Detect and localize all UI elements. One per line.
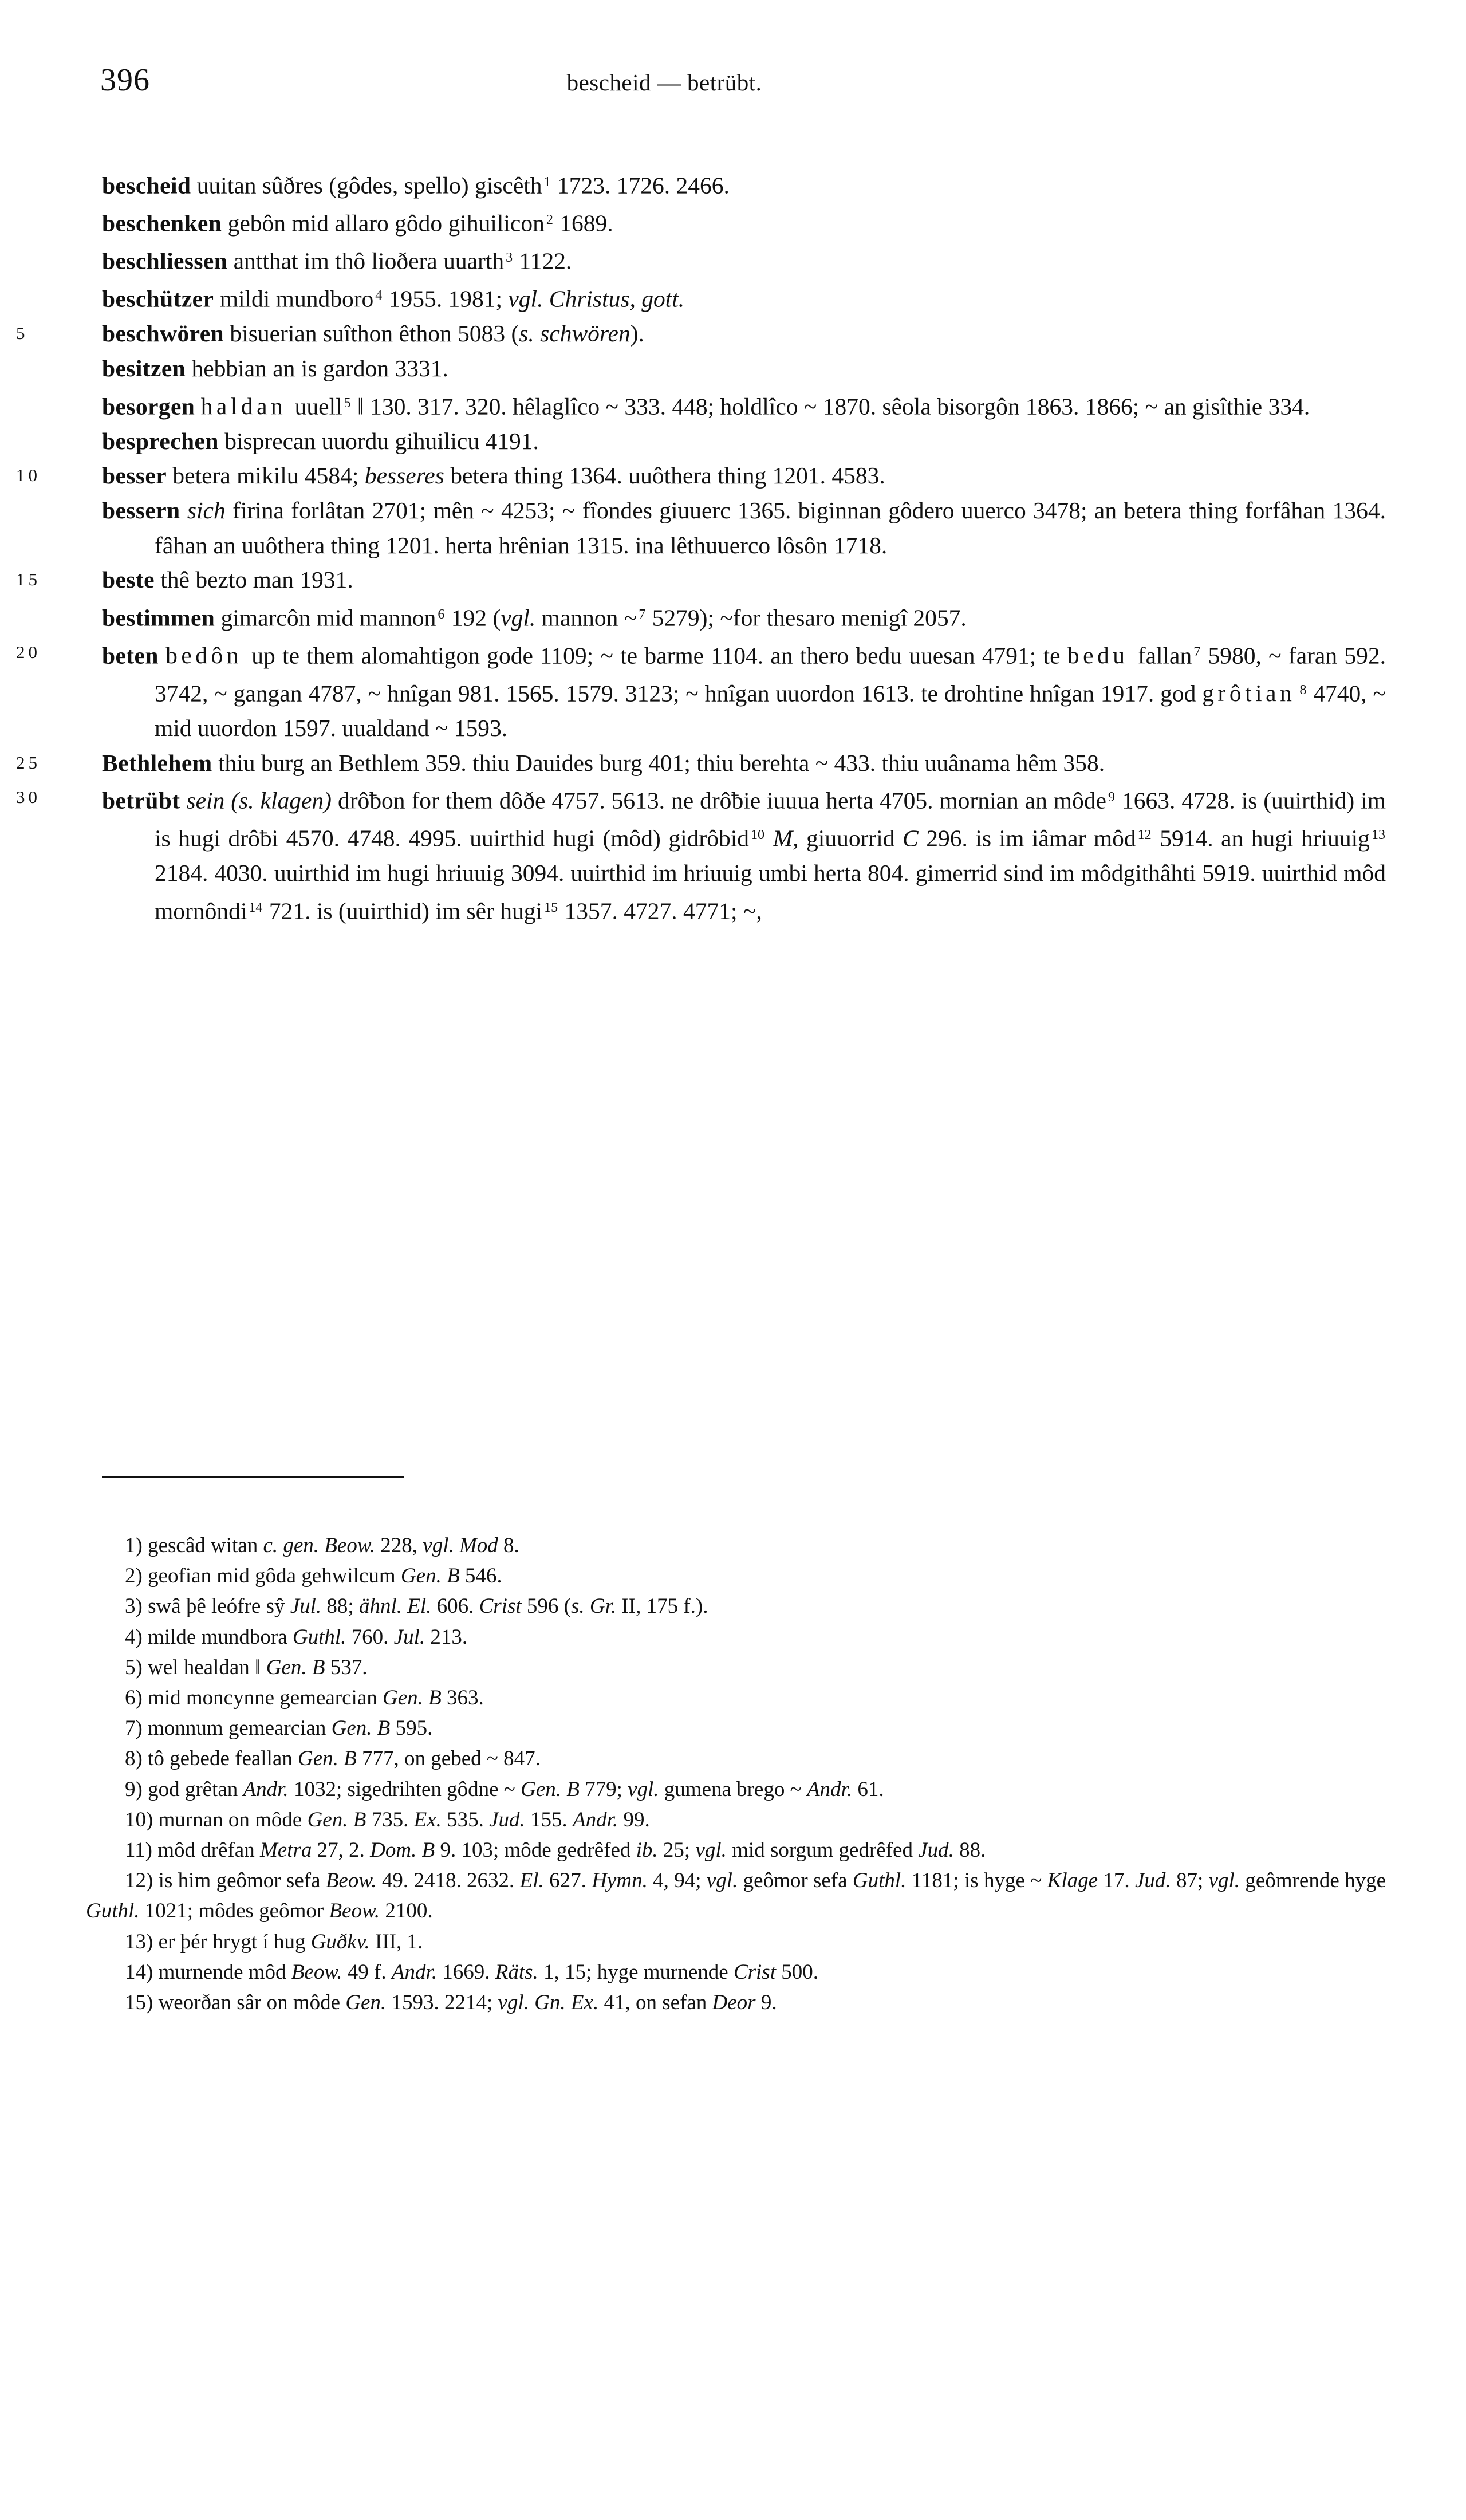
entry-text: drôƀon for them dôðe 4757. 5613. ne drôƀie iuuua herta 4705. mornian an môde	[332, 787, 1106, 814]
footnote-source-citation: Guthl.	[292, 1625, 346, 1649]
entry-refs2: mannon ~	[535, 604, 637, 631]
footnote-source-citation: Klage	[1047, 1869, 1098, 1893]
footnote-text: 88;	[321, 1594, 359, 1619]
footnote-text: 735.	[366, 1808, 414, 1832]
footnote-4	[86, 1622, 1386, 1652]
footnote-8	[86, 1743, 1386, 1774]
footnote-3	[86, 1591, 1386, 1621]
entry-text: bisprecan uuordu gihuilicu 4191.	[218, 427, 539, 454]
footnote-ref[interactable]: 7	[639, 607, 646, 622]
footnote-source-citation: ähnl. El.	[358, 1594, 432, 1619]
footnote-10	[86, 1805, 1386, 1835]
footnote-5	[86, 1652, 1386, 1683]
footnote-ref[interactable]: 5	[344, 395, 351, 411]
footnote-number[interactable]: 4)	[125, 1625, 143, 1649]
entry-bescheid	[102, 165, 1386, 203]
footnote-text: god grêtan	[142, 1777, 243, 1801]
footnote-source-citation: Dom. B	[370, 1838, 435, 1863]
footnote-11	[86, 1835, 1386, 1865]
entry-text: uuell	[289, 393, 342, 420]
footnote-text: er þér hrygt í hug	[153, 1930, 311, 1954]
entry-refs: ).	[630, 320, 644, 347]
footnote-text: 87;	[1171, 1869, 1209, 1893]
footnote-text: 595.	[390, 1716, 433, 1741]
entry-crossref: vgl. Christus, gott.	[508, 285, 685, 312]
footnote-ref[interactable]: 3	[506, 250, 513, 266]
footnote-source-citation: Gen. B	[266, 1655, 325, 1679]
footnote-ref[interactable]: 1	[543, 175, 551, 190]
footnote-source-citation: vgl.	[706, 1869, 738, 1893]
headword: Bethlehem	[102, 749, 212, 776]
footnote-text: 213.	[425, 1625, 468, 1649]
footnote-text: milde mundbora	[142, 1625, 293, 1649]
footnote-source-citation: Crist	[733, 1960, 776, 1984]
footnote-text: III, 1.	[369, 1930, 423, 1954]
entry-refs3: 5279); ~for thesaro menigî 2057.	[646, 604, 967, 631]
entry-text: up te them alomahtigon gode 1109; ~ te barme 1104. an thero bedu uuesan 4791; te	[245, 642, 1067, 669]
footnote-source-citation: Deor	[712, 1991, 756, 2015]
entry-bessern	[102, 493, 1386, 562]
entry-text: bisuerian suîthon êthon 5083 (	[224, 320, 519, 347]
footnote-separator-rule	[102, 1476, 404, 1478]
entry-crossref: s. schwören	[519, 320, 630, 347]
footnote-source-citation: vgl. Gn. Ex.	[498, 1991, 599, 2015]
entry-text: thiu burg an Bethlem 359. thiu Dauides burg 401; thiu berehta ~ 433. thiu uuânama hêm 358.	[212, 749, 1105, 776]
footnote-text: 88.	[953, 1838, 986, 1863]
footnote-12	[86, 1865, 1386, 1926]
footnote-source-citation: Gen. B	[400, 1564, 460, 1588]
entry-text: betera mikilu 4584;	[167, 462, 365, 489]
footnote-text: 363.	[441, 1686, 484, 1710]
entry-gesperrt-word-2: bedu	[1067, 642, 1129, 669]
entry-refs2: giuuorrid	[798, 825, 903, 852]
entry-beste	[16, 562, 1386, 597]
headword: beten	[102, 642, 159, 669]
entry-beschwoeren	[16, 316, 1386, 351]
entry-text: antthat im thô lioðera uuarth	[227, 247, 505, 274]
headword: besorgen	[102, 393, 195, 420]
footnote-source-citation: El.	[519, 1869, 544, 1893]
footnote-text: murnan on môde	[153, 1808, 308, 1832]
headword: besitzen	[102, 355, 186, 382]
footnote-source-citation: Guthl.	[86, 1899, 140, 1923]
entry-refs: betera thing 1364. uuôthera thing 1201. 4583.	[444, 462, 885, 489]
footnote-text: 500.	[776, 1960, 818, 1984]
footnote-text: 49 f.	[342, 1960, 392, 1984]
footnote-text: 596 (	[521, 1594, 571, 1619]
footnote-text: 779;	[579, 1777, 628, 1801]
footnote-number[interactable]: 11)	[125, 1838, 152, 1863]
footnote-source-citation: Crist	[479, 1594, 522, 1619]
footnote-text: 9. 103; môde gedrêfed	[435, 1838, 636, 1863]
entry-text: hebbian an is gardon 3331.	[186, 355, 448, 382]
entry-refs7: 1357. 4727. 4771; ~,	[558, 897, 762, 924]
entry-refs: 1689.	[553, 210, 613, 237]
footnote-text: 1593. 2214;	[386, 1991, 498, 2015]
footnote-text: swâ þê leófre sŷ	[142, 1594, 290, 1619]
entry-text: thê bezto man 1931.	[154, 566, 353, 593]
dictionary-entries	[16, 165, 1386, 928]
footnote-ref[interactable]: 13	[1371, 828, 1385, 843]
footnote-number[interactable]: 7)	[125, 1716, 143, 1741]
line-number-30: 30	[16, 787, 41, 808]
footnote-7	[86, 1713, 1386, 1743]
footnote-text: gescâd witan	[142, 1534, 263, 1557]
entry-text: gimarcôn mid mannon	[215, 604, 436, 631]
entry-text: firina forlâtan 2701; mên ~ 4253; ~ fîondes giuuerc 1365. biginnan gôdero uuerco 3478; an betera thing forfâhan 1364. fâhan an uuôthera thing 1201. herta hrênian 1315. ina lêthuuerco lôsôn 1718.	[155, 497, 1386, 558]
headword: bestimmen	[102, 604, 215, 631]
footnote-ref[interactable]: 4	[375, 288, 383, 304]
footnote-text: 606.	[431, 1594, 479, 1619]
entry-gloss: sich	[187, 497, 226, 523]
footnote-source-citation: vgl.	[695, 1838, 727, 1863]
footnote-number[interactable]: 13)	[125, 1930, 153, 1954]
line-number-20: 20	[16, 641, 41, 662]
footnote-source-citation: Gen. B	[521, 1777, 580, 1801]
footnote-source-citation: Gen.	[345, 1991, 387, 2015]
footnote-number[interactable]: 6)	[125, 1686, 143, 1710]
footnote-text: 8.	[498, 1534, 519, 1557]
footnote-number[interactable]: 14)	[125, 1960, 153, 1984]
headword: beste	[102, 566, 155, 593]
footnote-text: is him geômor sefa	[153, 1869, 326, 1893]
footnote-text: môd drêfan	[152, 1838, 260, 1863]
entry-gesperrt-word-3: grôtian	[1202, 680, 1296, 707]
footnote-text: 627.	[543, 1869, 592, 1893]
footnote-source-citation: Jul.	[393, 1625, 425, 1649]
footnote-ref[interactable]: 12	[1137, 828, 1152, 843]
footnote-text: geômor sefa	[738, 1869, 853, 1893]
entry-refs5: 2184. 4030. uuirthid im hugi hriuuig 3094. uuirthid im hriuuig umbi herta 804. gimerrid sind im môdgithâhti 5919. uuirthid môd mornôndi	[155, 860, 1386, 924]
manuscript-sigil-c: C	[903, 825, 919, 852]
footnote-text: 4, 94;	[647, 1869, 707, 1893]
footnote-text: tô gebede feallan	[142, 1747, 298, 1771]
footnote-number[interactable]: 3)	[125, 1594, 143, 1619]
footnote-source-citation: Gen. B	[383, 1686, 442, 1710]
footnote-ref[interactable]: 14	[249, 900, 263, 916]
footnote-source-citation: Beow.	[291, 1960, 342, 1984]
footnote-source-citation: ib.	[636, 1838, 658, 1863]
footnote-source-citation: Gen. B	[298, 1747, 357, 1771]
footnote-text: geofian mid gôda gehwilcum	[142, 1564, 401, 1588]
headword: beschenken	[102, 210, 222, 237]
footnote-source-citation: Guðkv.	[310, 1930, 370, 1954]
footnote-source-citation: Metra	[259, 1838, 312, 1863]
manuscript-sigil-m: M,	[773, 825, 799, 852]
footnote-text: II, 175 f.).	[616, 1594, 708, 1619]
entry-refs: 1723. 1726. 2466.	[551, 172, 730, 199]
footnote-text: murnende môd	[153, 1960, 291, 1984]
entry-text: gebôn mid allaro gôdo gihuilicon	[222, 210, 545, 237]
entry-refs: 192 (	[445, 604, 501, 631]
entry-besprechen	[102, 424, 1386, 459]
footnote-text: 777, on gebed ~ 847.	[356, 1747, 541, 1771]
footnote-text: wel healdan ‖	[142, 1655, 266, 1679]
footnote-text: 41, on sefan	[598, 1991, 712, 2015]
entry-text: uuitan sûðres (gôdes, spello) giscêth	[191, 172, 542, 199]
entry-refs3: 296. is im iâmar môd	[918, 825, 1136, 852]
entry-refs: 1663. 4728. is (uuirthid) im is hugi drôƀi 4570. 4748. 4995. uuirthid hugi (môd) gidrôbid	[155, 787, 1386, 852]
entry-refs6: 721. is (uuirthid) im sêr hugi	[263, 897, 543, 924]
entry-bestimmen	[102, 597, 1386, 635]
footnote-ref[interactable]: 2	[546, 212, 553, 228]
line-number-10: 10	[16, 465, 41, 486]
headword: bescheid	[102, 172, 191, 199]
footnote-text: 61.	[852, 1777, 884, 1801]
entry-beten	[16, 635, 1386, 746]
headword: beschliessen	[102, 247, 228, 274]
headword: besprechen	[102, 427, 219, 454]
entry-beschliessen	[102, 241, 1386, 278]
footnote-source-citation: Jul.	[290, 1594, 322, 1619]
footnote-source-citation: vgl.	[628, 1777, 659, 1801]
headword: bessern	[102, 497, 180, 523]
entry-gesperrt-word: bedôn	[165, 642, 243, 669]
footnote-text: 17.	[1098, 1869, 1135, 1893]
footnote-source-citation: Ex.	[413, 1808, 442, 1832]
footnote-source-citation: Andr.	[573, 1808, 618, 1832]
footnote-text: mid sorgum gedrêfed	[726, 1838, 919, 1863]
running-head	[86, 62, 1380, 102]
footnote-number[interactable]: 10)	[125, 1808, 153, 1832]
headword: beschützer	[102, 285, 214, 312]
headword: betrübt	[102, 787, 180, 814]
footnote-source-citation: Andr.	[391, 1960, 438, 1984]
footnote-number[interactable]: 2)	[125, 1564, 143, 1588]
entry-gesperrt-word: haldan	[200, 393, 287, 420]
footnote-15	[86, 1987, 1386, 2018]
footnote-ref[interactable]: 7	[1193, 644, 1201, 660]
entry-besser	[16, 458, 1386, 493]
footnote-13	[86, 1927, 1386, 1957]
footnote-text: 155.	[525, 1808, 573, 1832]
entry-text: mildi mundboro	[214, 285, 374, 312]
entry-refs2: 5980, ~ faran 592. 3742, ~ gangan 4787, ~ hnîgan 981. 1565. 1579. 3123; ~ hnîgan uuordon 1613. te drohtine hnîgan 1917. god	[155, 642, 1386, 707]
footnote-number[interactable]: 1)	[125, 1534, 143, 1557]
footnote-text: 9.	[755, 1991, 777, 2015]
footnote-number[interactable]: 5)	[125, 1655, 143, 1679]
entry-besorgen	[102, 386, 1386, 424]
entry-betruebt	[16, 780, 1386, 928]
entry-refs: 1122.	[513, 247, 572, 274]
entry-beschuetzer	[102, 278, 1386, 316]
line-number-25: 25	[16, 752, 41, 773]
footnote-source-citation: Beow.	[325, 1869, 377, 1893]
entry-refs: fallan	[1130, 642, 1192, 669]
footnote-text: 760.	[346, 1625, 394, 1649]
footnote-1	[86, 1530, 1386, 1561]
footnote-source-citation: Jud.	[1134, 1869, 1171, 1893]
footnote-text: geômrende hyge	[1240, 1869, 1386, 1893]
footnote-text: 228,	[375, 1534, 423, 1557]
entry-gloss: sein (s. klagen)	[186, 787, 332, 814]
entry-refs3: 4740, ~ mid uuordon 1597. uualdand ~ 1593.	[155, 680, 1386, 742]
running-head-title: bescheid — betrübt.	[566, 69, 762, 96]
line-number-15: 15	[16, 569, 41, 590]
footnote-number[interactable]: 9)	[125, 1777, 143, 1801]
footnote-source-citation: Hymn.	[592, 1869, 648, 1893]
footnote-text: 2100.	[380, 1899, 433, 1923]
footnote-text: 1021; môdes geômor	[139, 1899, 329, 1923]
footnote-source-citation: Andr.	[243, 1777, 289, 1801]
footnote-text: 1032; sigedrihten gôdne ~	[288, 1777, 521, 1801]
footnote-14	[86, 1957, 1386, 1987]
footnote-number[interactable]: 12)	[125, 1869, 153, 1893]
footnote-text: weorðan sâr on môde	[153, 1991, 346, 2015]
headword: beschwören	[102, 320, 224, 347]
footnote-6	[86, 1683, 1386, 1713]
footnote-source-citation: Gen. B	[331, 1716, 391, 1741]
footnote-text: 535.	[441, 1808, 490, 1832]
entry-bethlehem	[16, 746, 1386, 781]
headword: besser	[102, 462, 167, 489]
footnote-text: 1669.	[437, 1960, 495, 1984]
footnote-source-citation: Räts.	[495, 1960, 538, 1984]
footnote-source-citation: Jud.	[489, 1808, 525, 1832]
footnote-number[interactable]: 8)	[125, 1747, 143, 1771]
entry-refs4: 5914. an hugi hriuuig	[1152, 825, 1370, 852]
footnote-ref[interactable]: 6	[438, 607, 445, 622]
footnote-2	[86, 1561, 1386, 1591]
footnote-text: 546.	[459, 1564, 502, 1588]
entry-besitzen	[102, 351, 1386, 386]
footnote-text: 49. 2418. 2632.	[376, 1869, 520, 1893]
footnote-source-citation: s. Gr.	[571, 1594, 617, 1619]
footnote-source-citation: vgl.	[1208, 1869, 1240, 1893]
page-number: 396	[100, 62, 150, 98]
footnote-source-citation: Gen. B	[307, 1808, 366, 1832]
footnote-source-citation: Andr.	[806, 1777, 853, 1801]
entry-vgl: vgl.	[501, 604, 536, 631]
entry-refs: ‖ 130. 317. 320. hêlaglîco ~ 333. 448; holdlîco ~ 1870. sêola bisorgôn 1863. 1866; ~ an gisîthie 334.	[351, 393, 1310, 420]
footnote-text: monnum gemearcian	[142, 1716, 332, 1741]
footnote-text: 25;	[657, 1838, 696, 1863]
footnote-source-citation: vgl. Mod	[423, 1534, 498, 1557]
footnote-ref[interactable]: 10	[751, 828, 765, 843]
footnote-source-citation: Guthl.	[852, 1869, 907, 1893]
entry-refs: 1955. 1981;	[383, 285, 509, 312]
footnote-text: gumena brego ~	[659, 1777, 807, 1801]
footnote-source-citation: Beow.	[329, 1899, 380, 1923]
footnote-source-citation: Jud.	[918, 1838, 954, 1863]
footnote-9	[86, 1774, 1386, 1805]
entry-variant: besseres	[364, 462, 444, 489]
footnote-source-citation: c. gen. Beow.	[263, 1534, 376, 1557]
footnote-text: mid moncynne gemearcian	[142, 1686, 383, 1710]
footnote-text: 1181; is hyge ~	[906, 1869, 1047, 1893]
footnote-text: 537.	[325, 1655, 368, 1679]
footnote-text: 27, 2.	[312, 1838, 371, 1863]
footnote-number[interactable]: 15)	[125, 1991, 153, 2015]
footnote-text: 1, 15; hyge murnende	[538, 1960, 734, 1984]
footnote-ref[interactable]: 9	[1108, 790, 1115, 805]
entry-beschenken	[102, 203, 1386, 241]
line-number-5: 5	[16, 323, 26, 344]
footnote-ref[interactable]: 15	[544, 900, 558, 916]
footnote-ref[interactable]: 8	[1299, 682, 1307, 698]
footnote-text: 99.	[618, 1808, 650, 1832]
footnotes-block	[86, 1530, 1386, 2018]
